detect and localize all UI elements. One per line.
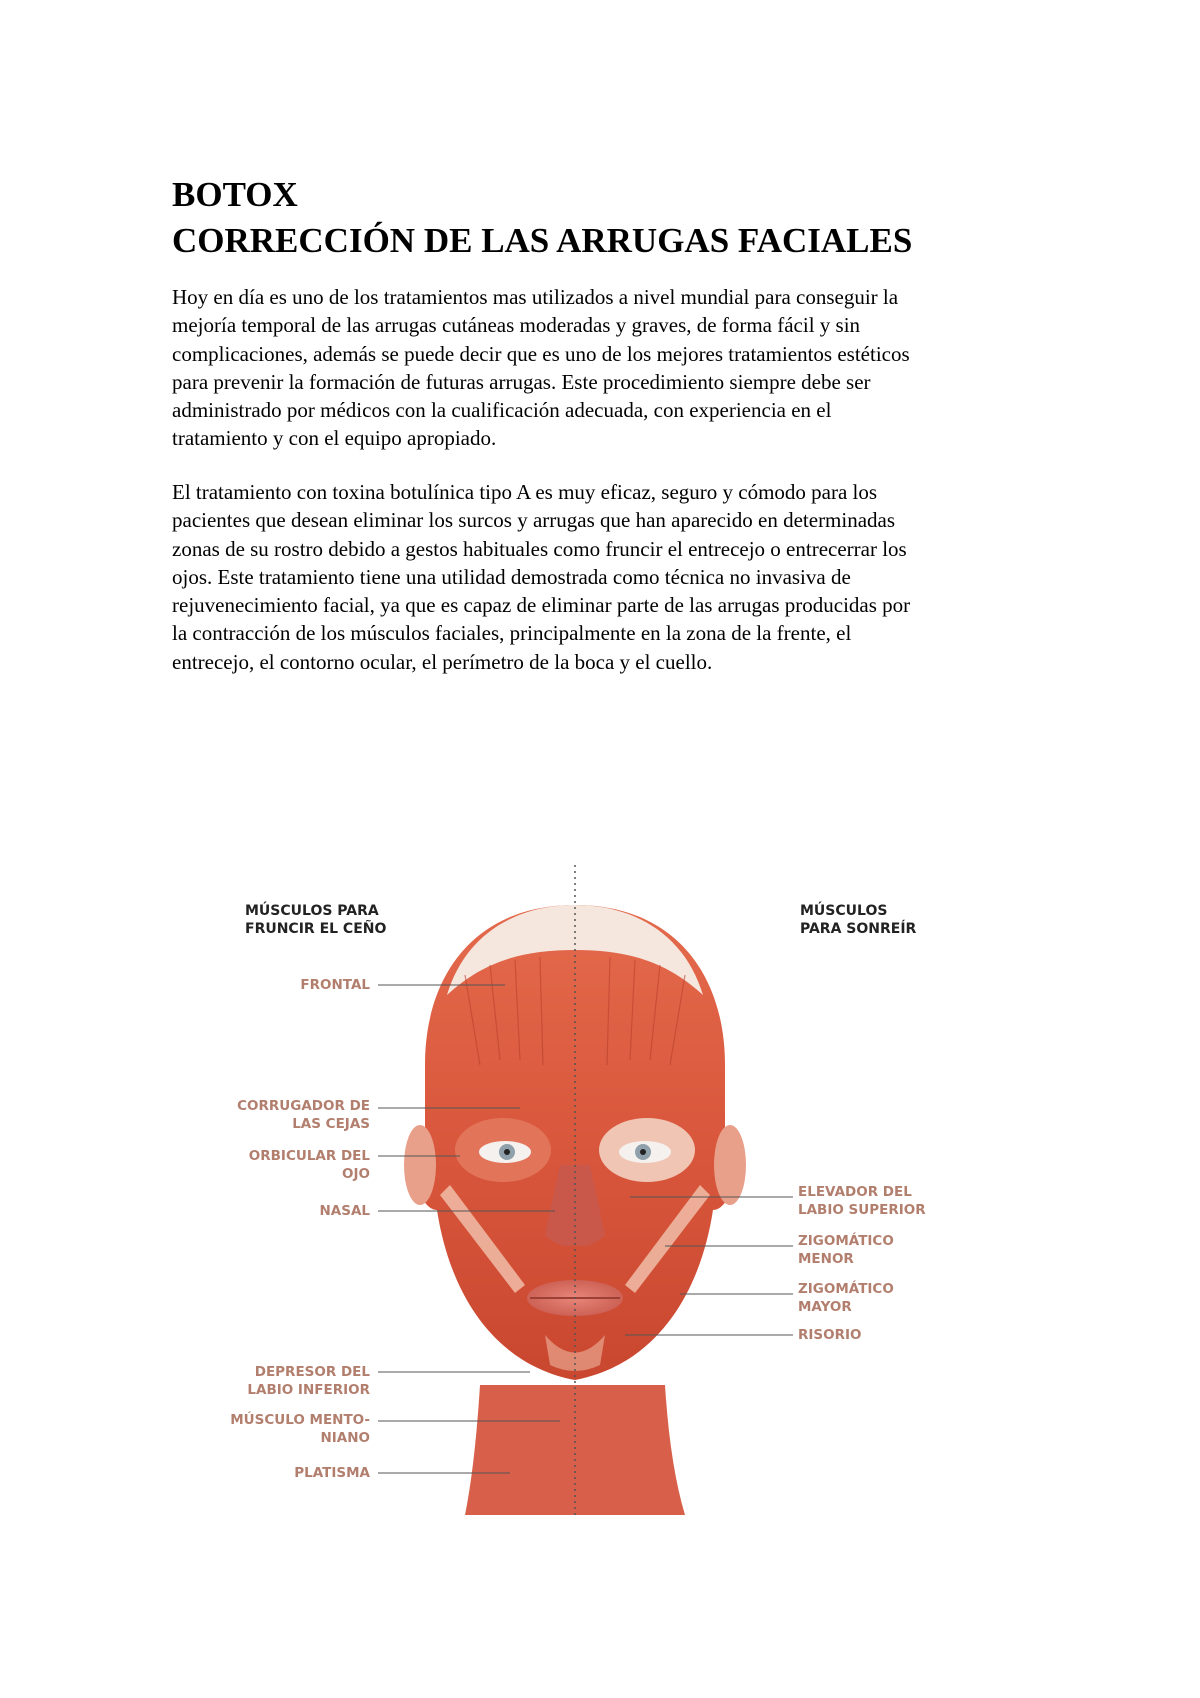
left-heading-line-2: FRUNCIR EL CEÑO bbox=[245, 921, 387, 937]
text-line: rejuvenecimiento facial, ya que es capaz de eliminar parte de las arrugas producidas por bbox=[172, 593, 911, 618]
label-zigomatico-menor-1: ZIGOMÁTICO bbox=[798, 1233, 894, 1249]
document-title bbox=[172, 172, 1072, 264]
right-heading-line-2: PARA SONREÍR bbox=[800, 921, 917, 937]
facial-muscles-diagram bbox=[225, 865, 995, 1515]
text-line: El tratamiento con toxina botulínica tipo A es muy eficaz, seguro y cómodo para los bbox=[172, 480, 878, 504]
text-line: la contracción de los músculos faciales, principalmente en la zona de la frente, el bbox=[172, 621, 852, 646]
facial-muscles-figure bbox=[225, 865, 995, 1515]
text-line: mejoría temporal de las arrugas cutáneas moderadas y graves, de forma fácil y sin bbox=[172, 313, 861, 338]
label-nasal: NASAL bbox=[319, 1203, 370, 1219]
label-corrugador-1: CORRUGADOR DE bbox=[237, 1098, 370, 1114]
title-line: BOTOX bbox=[172, 175, 298, 214]
label-depresor-2: LABIO INFERIOR bbox=[247, 1382, 370, 1398]
left-heading-line-1: MÚSCULOS PARA bbox=[245, 903, 379, 919]
text-line: tratamiento y con el equipo apropiado. bbox=[172, 426, 497, 451]
label-orbicular-1: ORBICULAR DEL bbox=[248, 1148, 370, 1164]
text-line: ojos. Este tratamiento tiene una utilidad demostrada como técnica no invasiva de bbox=[172, 564, 851, 589]
label-zigomatico-mayor-1: ZIGOMÁTICO bbox=[798, 1281, 894, 1297]
label-zigomatico-mayor-2: MAYOR bbox=[798, 1299, 852, 1315]
text-line: complicaciones, además se puede decir que es uno de los mejores tratamientos estéticos bbox=[172, 341, 910, 366]
label-frontal: FRONTAL bbox=[300, 977, 370, 993]
right-heading-line-1: MÚSCULOS bbox=[800, 903, 888, 919]
left-ear bbox=[404, 1125, 436, 1205]
text-line: administrado por médicos con la cualificación adecuada, con experiencia en el bbox=[172, 398, 832, 423]
label-depresor-1: DEPRESOR DEL bbox=[254, 1364, 370, 1380]
label-orbicular-2: OJO bbox=[342, 1166, 370, 1182]
label-platisma: PLATISMA bbox=[294, 1465, 370, 1481]
text-line: pacientes que desean eliminar los surcos y arrugas que han aparecido en determinadas bbox=[172, 508, 896, 533]
title-line: CORRECCIÓN DE LAS ARRUGAS FACIALES bbox=[172, 221, 913, 260]
label-elevador-1: ELEVADOR DEL bbox=[798, 1184, 912, 1200]
text-line: zonas de su rostro debido a gestos habituales como fruncir el entrecejo o entrecerrar los bbox=[172, 536, 907, 561]
text-line: entrecejo, el contorno ocular, el perímetro de la boca y el cuello. bbox=[172, 649, 713, 674]
label-zigomatico-menor-2: MENOR bbox=[798, 1251, 854, 1267]
paragraph-treatment bbox=[172, 478, 1042, 676]
label-mentoniano-1: MÚSCULO MENTO- bbox=[230, 1412, 370, 1428]
label-corrugador-2: LAS CEJAS bbox=[292, 1116, 370, 1132]
text-line: Hoy en día es uno de los tratamientos mas utilizados a nivel mundial para conseguir la bbox=[172, 285, 899, 309]
label-mentoniano-2: NIANO bbox=[320, 1430, 370, 1446]
label-risorio: RISORIO bbox=[798, 1327, 862, 1343]
paragraph-intro bbox=[172, 283, 1042, 453]
text-line: para prevenir la formación de futuras arrugas. Este procedimiento siempre debe ser bbox=[172, 369, 871, 394]
right-ear bbox=[714, 1125, 746, 1205]
label-elevador-2: LABIO SUPERIOR bbox=[798, 1202, 926, 1218]
